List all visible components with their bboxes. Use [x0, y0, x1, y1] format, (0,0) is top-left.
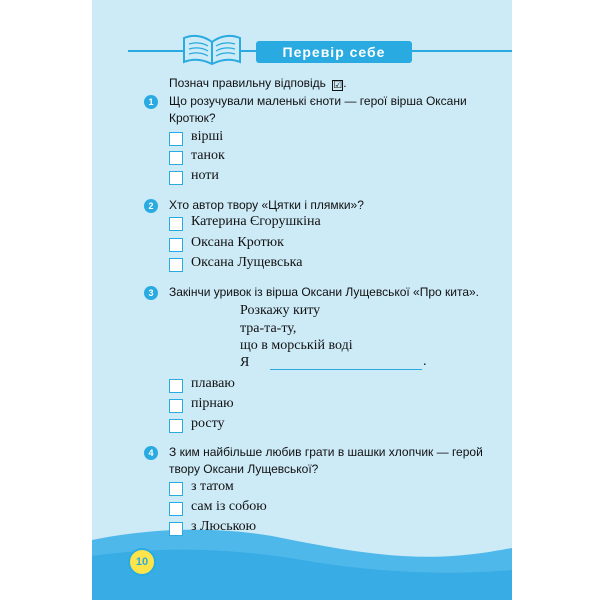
question-4-line: З ким найбільше любив грати в шашки хлопчик — герой	[169, 445, 483, 459]
answer-checkbox[interactable]	[169, 217, 183, 231]
answer-label: Оксана Лущевська	[191, 255, 303, 270]
answer-checkbox[interactable]	[169, 171, 183, 185]
poem-line: Розкажу киту	[240, 303, 321, 318]
answer-checkbox[interactable]	[169, 151, 183, 165]
instruction-end: .	[343, 76, 347, 90]
instruction-text: Познач правильну відповідь	[169, 76, 326, 90]
answer-label: сам із собою	[191, 499, 267, 514]
question-number-2: 2	[144, 199, 158, 213]
answer-label: росту	[191, 416, 225, 431]
question-2-line: Хто автор твору «Цятки і плямки»?	[169, 198, 364, 212]
answer-checkbox[interactable]	[169, 502, 183, 516]
question-3-text	[169, 284, 479, 301]
answer-checkbox[interactable]	[169, 482, 183, 496]
question-3-line: Закінчи уривок із вірша Оксани Лущевської «Про кита».	[169, 285, 480, 299]
poem-end: .	[423, 354, 427, 369]
question-1-line: Кротюк?	[169, 111, 216, 125]
answer-checkbox[interactable]	[169, 379, 183, 393]
answer-label: з татом	[191, 479, 234, 494]
answer-label: Оксана Кротюк	[191, 235, 284, 250]
question-number-1: 1	[144, 95, 158, 109]
question-4-line: твору Оксани Лущевської?	[169, 462, 319, 476]
page-number-badge: 10	[128, 548, 156, 576]
question-1-text	[169, 93, 467, 127]
answer-label: вірші	[191, 129, 224, 144]
answer-label: пірнаю	[191, 396, 234, 411]
answer-checkbox[interactable]	[169, 399, 183, 413]
answer-label: ноти	[191, 168, 219, 183]
question-number-3: 3	[144, 286, 158, 300]
answer-label: танок	[191, 148, 225, 163]
question-4-text	[169, 444, 483, 478]
checkbox-mark-icon: ☑	[333, 80, 343, 91]
poem-line: що в морській воді	[240, 338, 353, 353]
answer-checkbox[interactable]	[169, 238, 183, 252]
answer-checkbox[interactable]	[169, 258, 183, 272]
workbook-page	[92, 0, 512, 600]
answer-checkbox[interactable]	[169, 419, 183, 433]
instruction	[169, 76, 347, 90]
answer-label: з Люською	[191, 519, 257, 534]
question-number-4: 4	[144, 446, 158, 460]
poem-line: Я	[240, 355, 250, 370]
answer-blank-line[interactable]	[270, 369, 422, 370]
poem-line: тра-та-ту,	[240, 321, 297, 336]
answer-checkbox[interactable]	[169, 522, 183, 536]
answer-label: Катерина Єгорушкіна	[191, 214, 321, 229]
question-1-line: Що розучували маленькі єноти — герої вірша Оксани	[169, 94, 467, 108]
question-2-text	[169, 197, 364, 214]
open-book-icon	[180, 28, 244, 66]
answer-checkbox[interactable]	[169, 132, 183, 146]
page-title: Перевір себе	[282, 44, 386, 60]
answer-label: плаваю	[191, 376, 235, 391]
